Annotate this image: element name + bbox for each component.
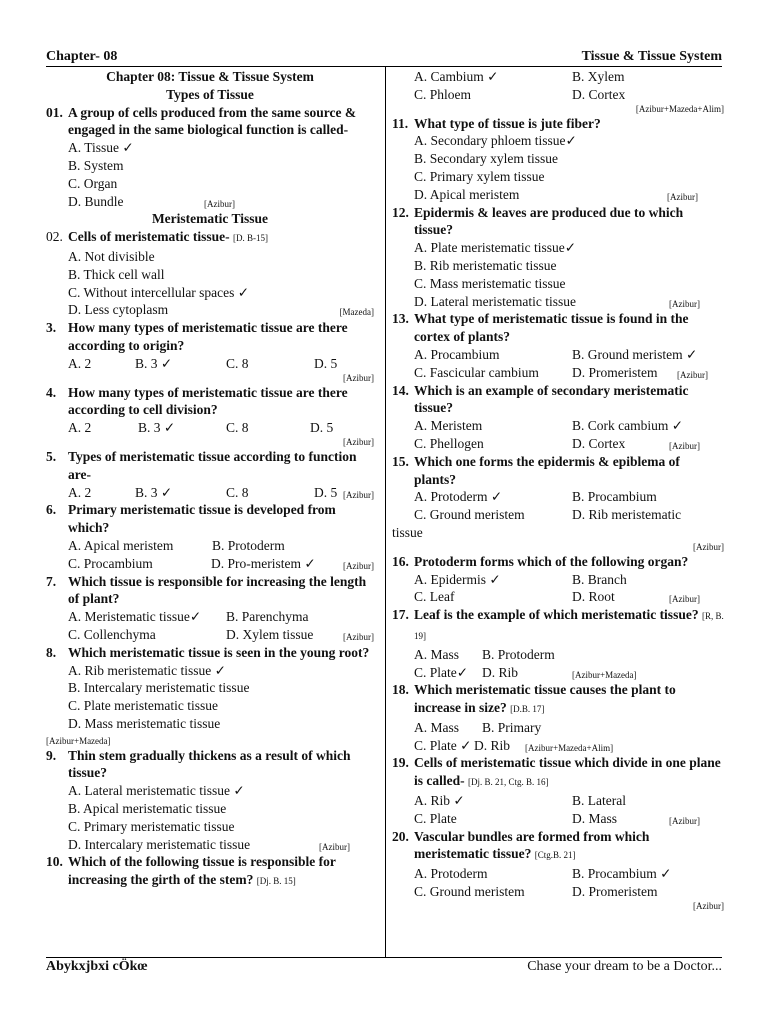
option: C. Primary meristematic tissue (68, 818, 235, 834)
option: D. Apical meristem (414, 186, 520, 202)
options-2 (46, 248, 374, 319)
reference: [Azibur] (669, 815, 700, 826)
option: D. Intercalary meristematic tissue (68, 836, 251, 852)
column-divider (385, 67, 386, 957)
option: B. Protoderm (212, 537, 285, 553)
option: D. Rib (482, 664, 519, 680)
option: C. 8 (226, 484, 249, 500)
reference: [Azibur] (343, 560, 374, 571)
option: D. Cortex (572, 435, 626, 451)
section-title-meristematic: Meristematic Tissue (151, 211, 269, 227)
option: C. Procambium (68, 555, 153, 571)
reference: [D. B-15] (232, 233, 268, 244)
chapter-topic: Tissue & Tissue System (581, 49, 722, 64)
option: B. Branch (572, 571, 627, 587)
question-8: 8. Which meristematic tissue is seen in the young root? (46, 644, 370, 660)
footer-brand: Abykxjbxi cÖkœ (46, 959, 148, 974)
question-11: 11. What type of tissue is jute fiber? (392, 115, 601, 131)
option: C. Primary xylem tissue (414, 168, 545, 184)
option: A. Secondary phloem tissue✓ (414, 133, 577, 149)
option: A. Rib meristematic tissue ✓ (68, 662, 226, 678)
options-12 (392, 239, 724, 310)
option: D. Mass (572, 810, 618, 826)
option: D. Lateral meristematic tissue (414, 293, 576, 309)
option: B. Thick cell wall (68, 266, 165, 282)
option: B. 3 ✓ (135, 355, 173, 371)
options-15 (392, 488, 724, 524)
option: A. Meristematic tissue✓ (68, 609, 202, 625)
option: B. 3 ✓ (135, 484, 173, 500)
option: A. Not divisible (68, 248, 155, 264)
option: D. Less cytoplasm (68, 302, 169, 318)
option: B. Ground meristem ✓ (572, 346, 698, 362)
reference: [D.B. 17] (510, 704, 545, 715)
option-continuation: tissue (392, 524, 423, 540)
option: A. Meristem (414, 418, 483, 434)
reference: [Azibur] (669, 298, 700, 309)
option: A. Epidermis ✓ (414, 571, 501, 587)
reference: [Azibur] (343, 631, 374, 642)
footer-divider (46, 957, 722, 958)
option: D. Promeristem (572, 884, 658, 900)
option: D. Promeristem (572, 364, 658, 380)
reference: [Azibur] (693, 541, 724, 552)
option: D. Root (572, 589, 615, 605)
question-6: 6. Primary meristematic tissue is developed from which? (46, 502, 336, 536)
question-2: 02. Cells of meristematic tissue- [D. B-15] (46, 229, 268, 245)
option: B. Parenchyma (226, 609, 309, 625)
option: A. 2 (68, 484, 92, 500)
option: A. 2 (68, 355, 92, 371)
reference: [Mazeda] (339, 307, 374, 318)
option: D. Rib (474, 737, 511, 753)
option: A. 2 (68, 420, 92, 436)
option: A. Mass (414, 719, 460, 735)
option: A. Protoderm ✓ (414, 489, 503, 505)
reference: [Dj. B. 15] (256, 876, 296, 887)
question-16: 16. Protoderm forms which of the following organ? (392, 553, 689, 569)
option: C. Leaf (414, 589, 455, 605)
reference: [Azibur] (319, 841, 350, 852)
option: D. 5 (314, 355, 338, 371)
options-13 (392, 346, 724, 382)
chapter-label: Chapter- 08 (46, 49, 118, 64)
reference: [R, B. 19] (414, 611, 724, 641)
question-12: 12. Epidermis & leaves are produced due to which tissue? (392, 204, 684, 238)
chapter-title: Chapter 08: Tissue & Tissue System (106, 69, 314, 84)
option: C. Plate✓ (414, 664, 469, 680)
section-title-types: Types of Tissue (166, 86, 254, 102)
footer-slogan: Chase your dream to be a Doctor... (527, 959, 722, 974)
options-14 (392, 417, 724, 453)
page-footer (46, 959, 722, 977)
options-3 (46, 355, 374, 384)
option: A. Cambium ✓ (414, 69, 499, 84)
question-7: 7. Which tissue is responsible for increasing the length of plant? (46, 573, 367, 607)
option: A. Plate meristematic tissue✓ (414, 240, 577, 256)
option: D. Mass meristematic tissue (68, 715, 221, 731)
options-17 (392, 646, 724, 682)
option: B. Secondary xylem tissue (414, 151, 558, 167)
reference: [Azibur] (669, 594, 700, 605)
options-20 (392, 865, 724, 912)
question-1: 01. A group of cells produced from the same source & engaged in the same biological function is called- (46, 104, 357, 138)
option: A. Protoderm (414, 866, 488, 882)
options-8 (46, 662, 374, 733)
reference: [Azibur] (677, 369, 708, 380)
option: B. 3 ✓ (138, 420, 176, 436)
options-18 (392, 719, 724, 755)
reference: [Azibur+Mazeda] (572, 669, 637, 680)
reference: [Azibur] (204, 198, 235, 209)
option: C. Ground meristem (414, 507, 525, 523)
option: A. Mass (414, 646, 460, 662)
question-18: 18. Which meristematic tissue causes the plant to increase in size? [D.B. 17] (392, 682, 676, 716)
option: C. Phellogen (414, 435, 484, 451)
option: D. Xylem tissue (226, 626, 314, 642)
option: C. Ground meristem (414, 884, 525, 900)
question-13: 13. What type of meristematic tissue is found in the cortex of plants? (392, 311, 689, 345)
option: C. Collenchyma (68, 626, 156, 642)
option: C. Plate (414, 810, 457, 826)
option: B. Apical meristematic tissue (68, 801, 227, 817)
option: C. Plate ✓ (414, 737, 472, 753)
option: C. Phloem (414, 86, 472, 102)
question-14: 14. Which is an example of secondary meristematic tissue? (392, 382, 689, 416)
options-6 (46, 537, 374, 573)
reference: [Azibur] (667, 191, 698, 202)
option: C. Plate meristematic tissue (68, 698, 218, 714)
reference: [Azibur] (343, 436, 374, 447)
options-19 (392, 792, 724, 828)
option: D. 5 (310, 420, 334, 436)
option: B. Lateral (572, 793, 626, 809)
question-9: 9. Thin stem gradually thickens as a result of which tissue? (46, 747, 351, 781)
reference: [Azibur] (693, 900, 724, 911)
option: A. Apical meristem (68, 537, 174, 553)
question-15: 15. Which one forms the epidermis & epiblema of plants? (392, 453, 680, 487)
page-header (46, 49, 722, 67)
options-11 (392, 132, 724, 203)
options-5 (46, 484, 374, 502)
reference: [Azibur] (343, 372, 374, 383)
question-20: 20. Vascular bundles are formed from which meristematic tissue? [Ctg.B. 21] (392, 828, 650, 862)
option: B. Xylem (572, 69, 625, 84)
question-5: 5. Types of meristematic tissue according to function are- (46, 448, 357, 482)
reference: [Azibur+Mazeda] (46, 735, 111, 746)
question-3: 3. How many types of meristematic tissue are there according to origin? (46, 320, 348, 353)
reference: [Ctg.B. 21] (534, 850, 576, 861)
reference: [Azibur+Mazeda+Alim] (635, 103, 724, 114)
question-4: 4. How many types of meristematic tissue are there according to cell division? (46, 384, 348, 418)
option: C. Fascicular cambium (414, 364, 539, 380)
question-10: 10. Which of the following tissue is responsible for increasing the girth of the stem? [Dj. B. 15] (46, 854, 336, 888)
option: C. Organ (68, 175, 118, 191)
option: A. Lateral meristematic tissue ✓ (68, 783, 245, 799)
options-16 (392, 571, 724, 607)
question-17: 17. Leaf is the example of which meristematic tissue? [R, B. 19] (392, 607, 724, 641)
option: C. 8 (226, 355, 249, 371)
options-4 (46, 419, 374, 448)
option: B. Procambium (572, 489, 657, 505)
option: B. Procambium ✓ (572, 866, 672, 882)
question-19: 19. Cells of meristematic tissue which divide in one plane is called- [Dj. B. 21, Ctg. B. 16] (392, 755, 721, 789)
reference: [Azibur] (343, 489, 374, 500)
option: D. 5 (314, 484, 338, 500)
option: B. Intercalary meristematic tissue (68, 680, 250, 696)
options-9 (46, 782, 374, 853)
option: B. Protoderm (482, 646, 555, 662)
option: C. Without intercellular spaces ✓ (68, 284, 250, 300)
option: C. Mass meristematic tissue (414, 275, 566, 291)
reference: [Azibur+Mazeda+Alim] (525, 742, 614, 753)
option: D. Rib meristematic (572, 507, 682, 523)
right-column (392, 68, 724, 912)
option: B. Rib meristematic tissue (414, 257, 557, 273)
option: A. Tissue ✓ (68, 140, 134, 156)
options-1 (46, 139, 374, 210)
option: A. Rib ✓ (414, 793, 465, 809)
reference: [Azibur] (669, 440, 700, 451)
option: D. Bundle (68, 193, 124, 209)
reference: [Dj. B. 21, Ctg. B. 16] (468, 777, 549, 788)
option: A. Procambium (414, 346, 500, 362)
option: B. Cork cambium ✓ (572, 418, 684, 434)
option: D. Pro-meristem ✓ (211, 555, 316, 571)
option: D. Cortex (572, 86, 626, 102)
option: B. Primary (482, 719, 542, 735)
options-7 (46, 608, 374, 644)
options-10 (392, 68, 724, 115)
left-column (46, 68, 374, 891)
option: C. 8 (226, 420, 249, 436)
option: B. System (68, 157, 124, 173)
